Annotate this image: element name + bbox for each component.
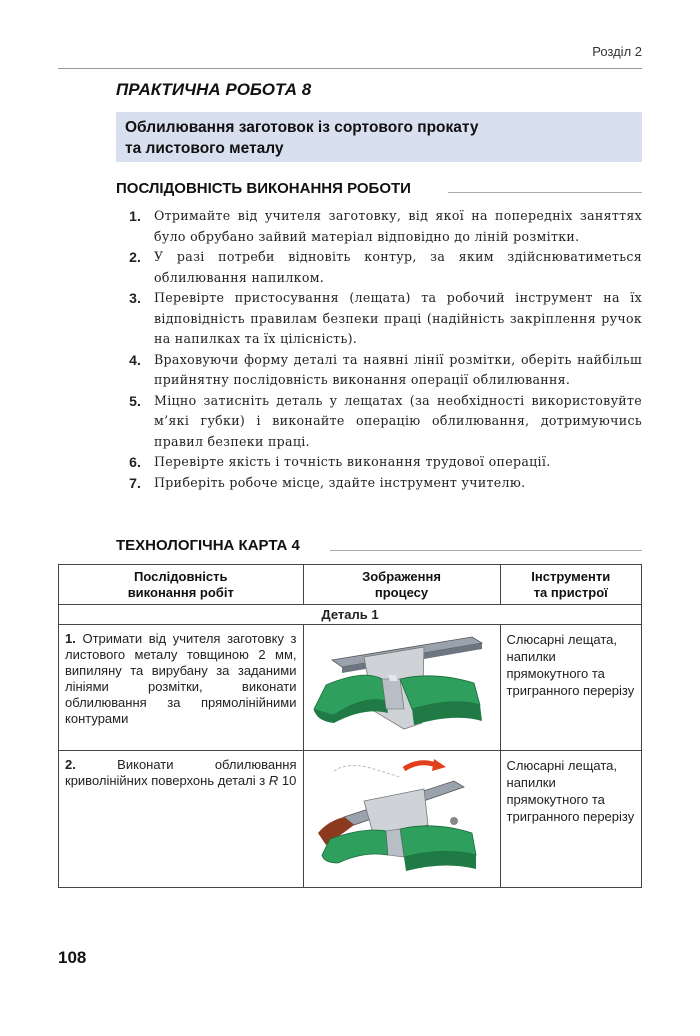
- tools-cell: Слюсарні лещата, напилки прямокутного та тригранного перерізу: [500, 625, 641, 751]
- step-item: [116, 206, 642, 247]
- topic-box: [116, 112, 642, 162]
- step-item: [116, 452, 642, 473]
- col-header-sequence-line2: виконання робіт: [127, 584, 234, 600]
- process-step-text: Виконати облилювання криволінійних поверхонь деталі з: [65, 757, 297, 788]
- process-step-text: Отримати від учителя заготовку з листового металу товщиною 2 мм, випиляну та вирубану за заданими лініями розмітки, виконати облилювання за прямолінійними контурами: [65, 631, 297, 726]
- table-header-row: [59, 565, 642, 605]
- step-text: Отримайте від учителя заготовку, від якої на попередніх заняттях було обрубано зайвий матеріал відповідно до ліній розмітки.: [154, 208, 642, 244]
- table-row: [59, 625, 642, 751]
- col-header-image: [303, 565, 500, 605]
- process-image-cell: [303, 751, 500, 888]
- step-item: [116, 247, 642, 288]
- col-header-image-line1: Зображення: [362, 568, 441, 584]
- step-number: 2.: [129, 249, 141, 265]
- radius-symbol: R: [268, 773, 279, 788]
- step-number: 4.: [129, 351, 141, 368]
- sequence-heading: ПОСЛІДОВНІСТЬ ВИКОНАННЯ РОБОТИ: [116, 180, 411, 197]
- detail-label: Деталь 1: [59, 605, 642, 625]
- detail-row: [59, 605, 642, 625]
- process-step-number: 1.: [65, 631, 76, 646]
- step-item: [116, 391, 642, 453]
- col-header-image-line2: процесу: [374, 584, 429, 600]
- process-step-cell: [59, 625, 304, 751]
- step-number: 1.: [129, 208, 141, 224]
- process-step-number: 2.: [65, 757, 76, 772]
- tech-card-heading-rule: [330, 550, 642, 551]
- page-number: 108: [58, 948, 87, 967]
- step-text: Перевірте пристосування (лещата) та робочий інструмент на їх відповідність правилам безпеки праці (надійність закріплення ручок на напилках та їх цілісність).: [154, 290, 642, 346]
- vise-straight-filing-illustration: [304, 625, 500, 740]
- col-header-tools-line2: та пристрої: [533, 584, 608, 600]
- col-header-tools-line1: Інструменти: [531, 568, 611, 584]
- tech-card-table: [58, 564, 642, 888]
- section-label: Розділ 2: [592, 44, 642, 59]
- col-header-sequence-line1: Послідовність: [134, 568, 228, 584]
- step-item: [116, 288, 642, 350]
- tech-card-heading: ТЕХНОЛОГІЧНА КАРТА 4: [116, 537, 300, 554]
- process-image-cell: [303, 625, 500, 751]
- step-text: Враховуючи форму деталі та наявні лінії розмітки, оберіть найбільш прийнятну послідовність виконання операції облилювання.: [154, 351, 642, 387]
- topic-title: [125, 117, 625, 159]
- sequence-heading-rule: [448, 192, 642, 193]
- step-text: У разі потреби відновіть контур, за яким здійснюватиметься облилювання напилком.: [154, 249, 642, 285]
- step-item: [116, 473, 642, 494]
- process-step-cell: [59, 751, 304, 888]
- topic-line-1: Облилювання заготовок із сортового прокату: [125, 119, 479, 136]
- step-text: Приберіть робоче місце, здайте інструмент учителю.: [154, 474, 526, 490]
- tools-cell: Слюсарні лещата, напилки прямокутного та тригранного перерізу: [500, 751, 641, 888]
- step-text: Міцно затисніть деталь у лещатах (за необхідності використовуйте м’які губки) і виконайте операцію облилювання, дотримуючись правил безпеки праці.: [154, 392, 642, 449]
- practical-title: ПРАКТИЧНА РОБОТА 8: [116, 80, 312, 99]
- step-text: Перевірте якість і точність виконання трудової операції.: [154, 454, 551, 469]
- step-item: [116, 350, 642, 391]
- col-header-sequence: [59, 565, 304, 605]
- col-header-tools: [500, 565, 641, 605]
- step-number: 3.: [129, 290, 141, 306]
- step-number: 5.: [129, 392, 141, 409]
- header-divider: [58, 68, 642, 69]
- radius-value: 10: [281, 773, 297, 788]
- steps-list: [116, 206, 642, 493]
- step-number: 7.: [129, 474, 141, 491]
- vise-curved-filing-illustration: [304, 751, 500, 877]
- topic-line-2: та листового металу: [125, 140, 284, 157]
- table-row: [59, 751, 642, 888]
- step-number: 6.: [129, 454, 141, 470]
